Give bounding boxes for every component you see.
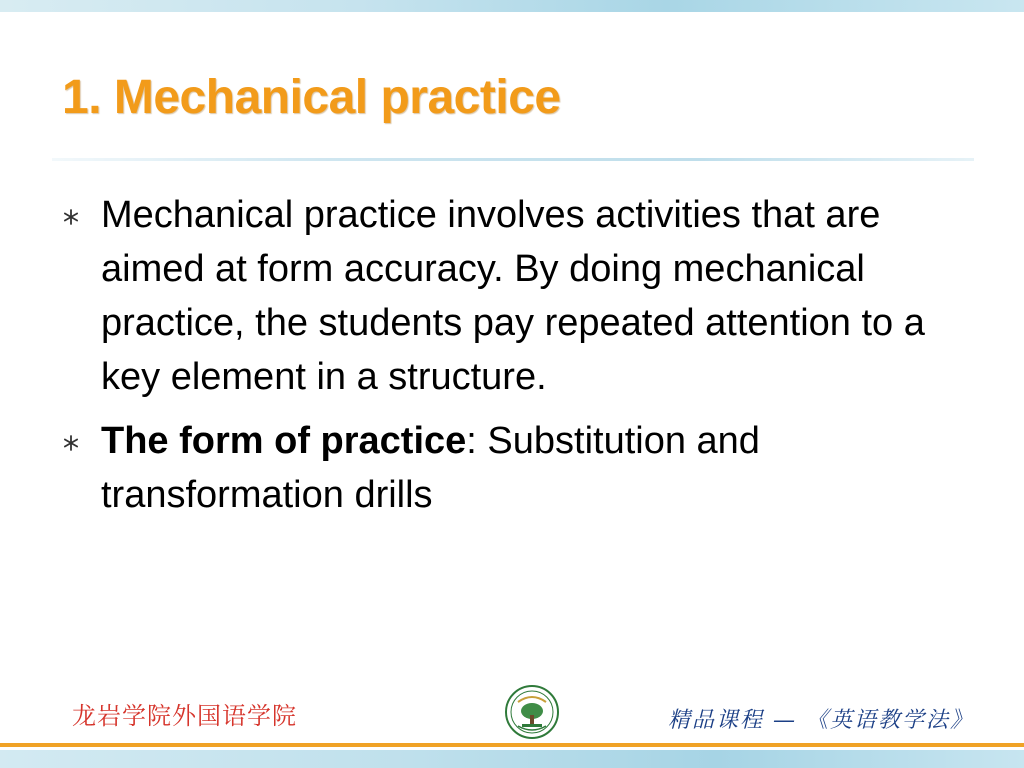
- bullet-text: Mechanical practice involves activities that are aimed at form accuracy. By doing mechanical practice, the students pay repeated attention to a key element in a structure.: [101, 194, 925, 398]
- bullet-strong-label: The form of practice: [101, 420, 467, 462]
- asterisk-bullet-icon: [62, 434, 80, 452]
- bullet-item: [62, 188, 962, 404]
- footer-accent-rule: [0, 743, 1024, 747]
- title-divider: [52, 158, 974, 161]
- asterisk-bullet-icon: [62, 208, 80, 226]
- footer-course: 精品课程 — 《英语教学法》: [668, 708, 974, 733]
- slide-content: [62, 188, 962, 532]
- bullet-text-rest: : Substitution and transformation drills: [101, 420, 760, 516]
- bullet-item: [62, 414, 962, 522]
- slide-title: 1. Mechanical practice: [62, 71, 561, 124]
- bottom-decorative-band: [0, 750, 1024, 768]
- footer-institution: 龙岩学院外国语学院: [72, 702, 297, 730]
- bullet-text: [101, 420, 760, 516]
- top-decorative-band: [0, 0, 1024, 12]
- university-seal-icon: [504, 684, 560, 740]
